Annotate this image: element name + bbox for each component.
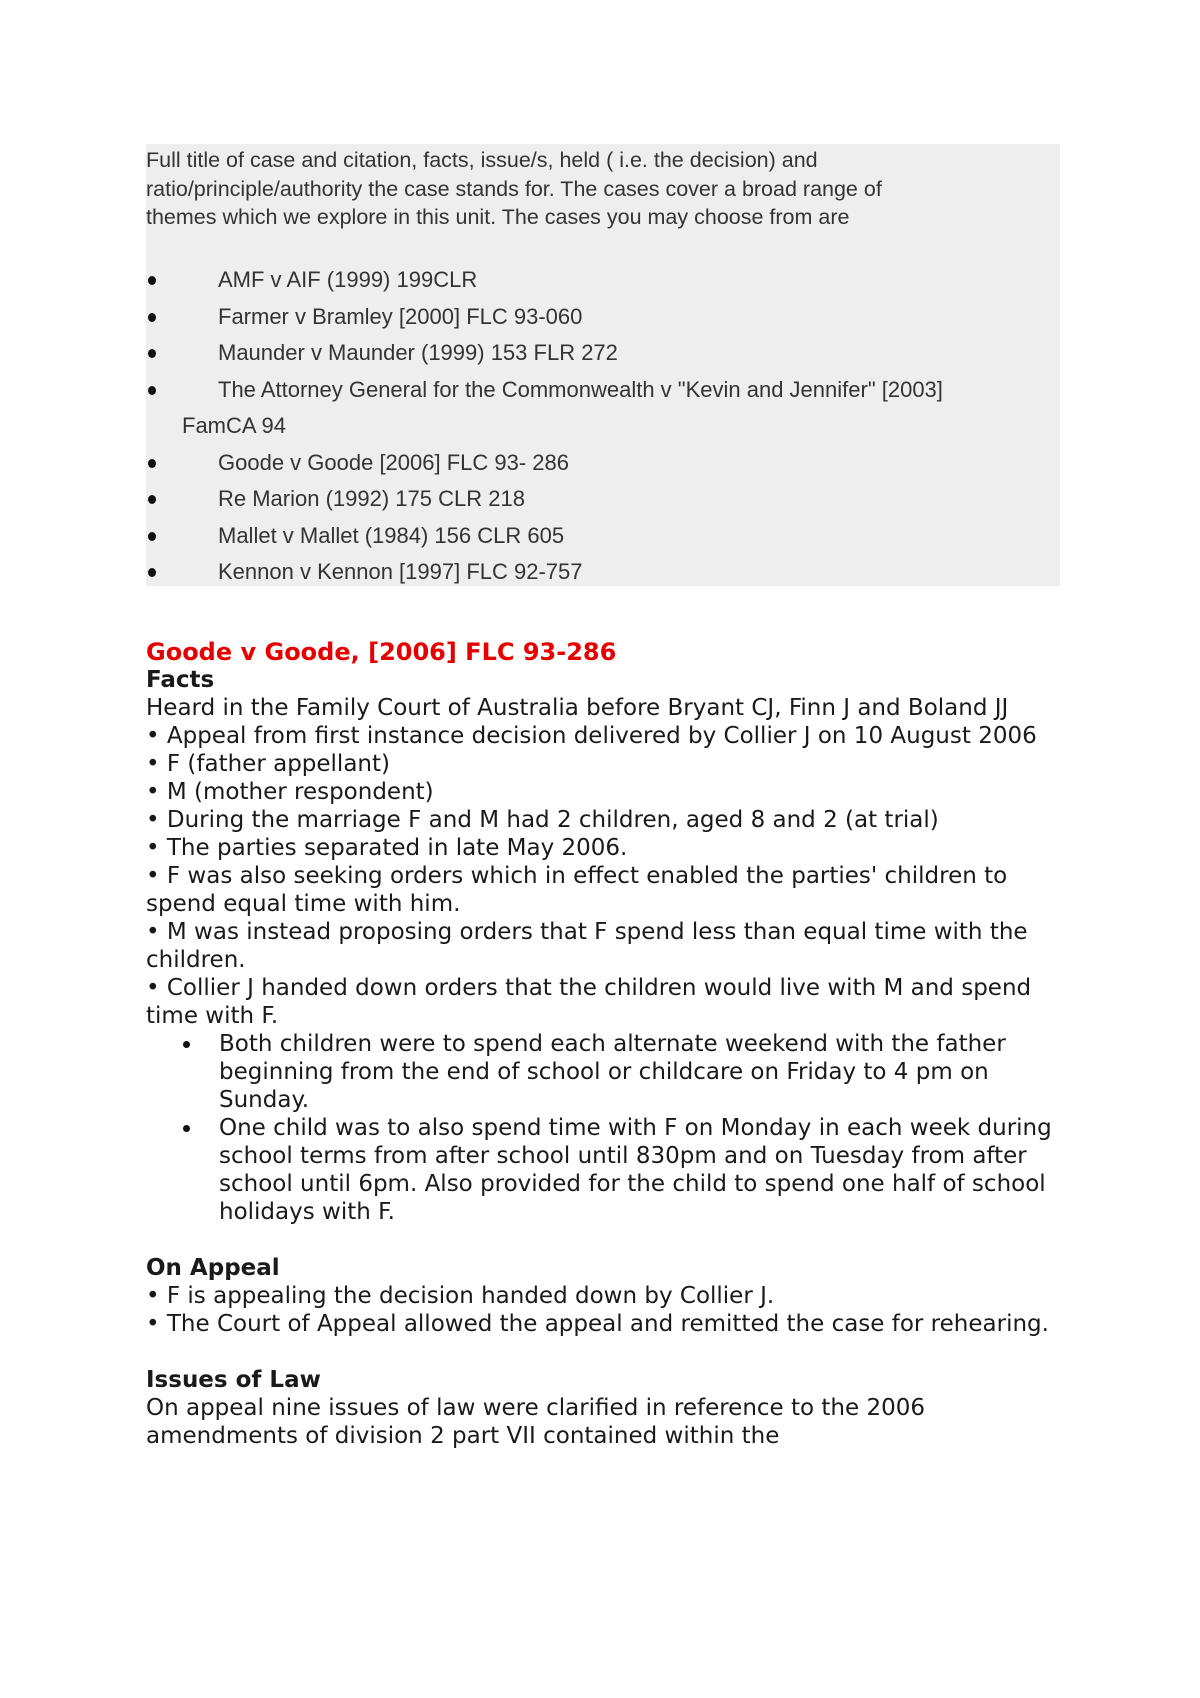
- orders-list: [146, 1030, 1066, 1226]
- bullet-icon: [148, 386, 156, 395]
- order-item: One child was to also spend time with F on Monday in each week during school terms from after school until 830pm and on Tuesday from after school until 6pm. Also provided for the child to spend one half of school holidays with F.: [219, 1114, 1066, 1226]
- facts-line: • During the marriage F and M had 2 children, aged 8 and 2 (at trial): [146, 807, 939, 833]
- appeal-line: • The Court of Appeal allowed the appeal and remitted the case for rehearing.: [146, 1311, 1049, 1337]
- case-list-item: Re Marion (1992) 175 CLR 218: [146, 481, 1046, 518]
- bullet-icon: [148, 495, 156, 504]
- bullet-icon: [183, 1041, 190, 1048]
- bullet-icon: [148, 313, 156, 322]
- intro-line: ratio/principle/authority the case stands for. The cases cover a broad range of: [146, 176, 882, 201]
- case-list-item: Farmer v Bramley [2000] FLC 93-060: [146, 299, 1046, 336]
- intro-paragraph: [146, 146, 1046, 232]
- case-title: Goode v Goode, [2006] FLC 93-286: [146, 638, 617, 666]
- bullet-icon: [148, 276, 156, 285]
- facts-line: • Collier J handed down orders that the children would live with M and spend time with F.: [146, 975, 1032, 1029]
- bullet-icon: [148, 532, 156, 541]
- facts-line: • M was instead proposing orders that F spend less than equal time with the children.: [146, 919, 1028, 973]
- spacer: [146, 1226, 1066, 1254]
- facts-line: • F (father appellant): [146, 751, 390, 777]
- bullet-icon: [148, 568, 156, 577]
- facts-line: • F was also seeking orders which in effect enabled the parties' children to spend equal time with him.: [146, 863, 1008, 917]
- issues-heading: Issues of Law: [146, 1367, 321, 1393]
- case-list-item: Maunder v Maunder (1999) 153 FLR 272: [146, 335, 1046, 372]
- case-list-item: The Attorney General for the Commonwealth v "Kevin and Jennifer" [2003] FamCA 94: [146, 372, 1046, 445]
- bullet-icon: [148, 459, 156, 468]
- case-list-item: Kennon v Kennon [1997] FLC 92-757: [146, 554, 1046, 591]
- bullet-icon: [183, 1125, 190, 1132]
- spacer: [146, 1338, 1066, 1366]
- facts-heading: Facts: [146, 667, 215, 693]
- appeal-heading: On Appeal: [146, 1255, 280, 1281]
- case-list-item: Goode v Goode [2006] FLC 93- 286: [146, 445, 1046, 482]
- case-list-item: Mallet v Mallet (1984) 156 CLR 605: [146, 518, 1046, 555]
- bullet-icon: [148, 349, 156, 358]
- order-item: Both children were to spend each alternate weekend with the father beginning from the end of school or childcare on Friday to 4 pm on Sunday.: [219, 1030, 1066, 1114]
- facts-line: Heard in the Family Court of Australia before Bryant CJ, Finn J and Boland JJ: [146, 695, 1009, 721]
- intro-line: themes which we explore in this unit. The cases you may choose from are: [146, 205, 850, 229]
- case-list-item: AMF v AIF (1999) 199CLR: [146, 262, 1046, 299]
- issues-text: On appeal nine issues of law were clarified in reference to the 2006 amendments of division 2 part VII contained within the: [146, 1395, 926, 1449]
- case-summary: [146, 638, 1066, 1450]
- facts-line: • The parties separated in late May 2006.: [146, 835, 628, 861]
- case-list: [146, 262, 1046, 591]
- intro-line: Full title of case and citation, facts, issue/s, held ( i.e. the decision) and: [146, 148, 818, 172]
- appeal-line: • F is appealing the decision handed down by Collier J.: [146, 1283, 775, 1309]
- facts-line: • M (mother respondent): [146, 779, 434, 805]
- facts-line: • Appeal from first instance decision delivered by Collier J on 10 August 2006: [146, 723, 1037, 749]
